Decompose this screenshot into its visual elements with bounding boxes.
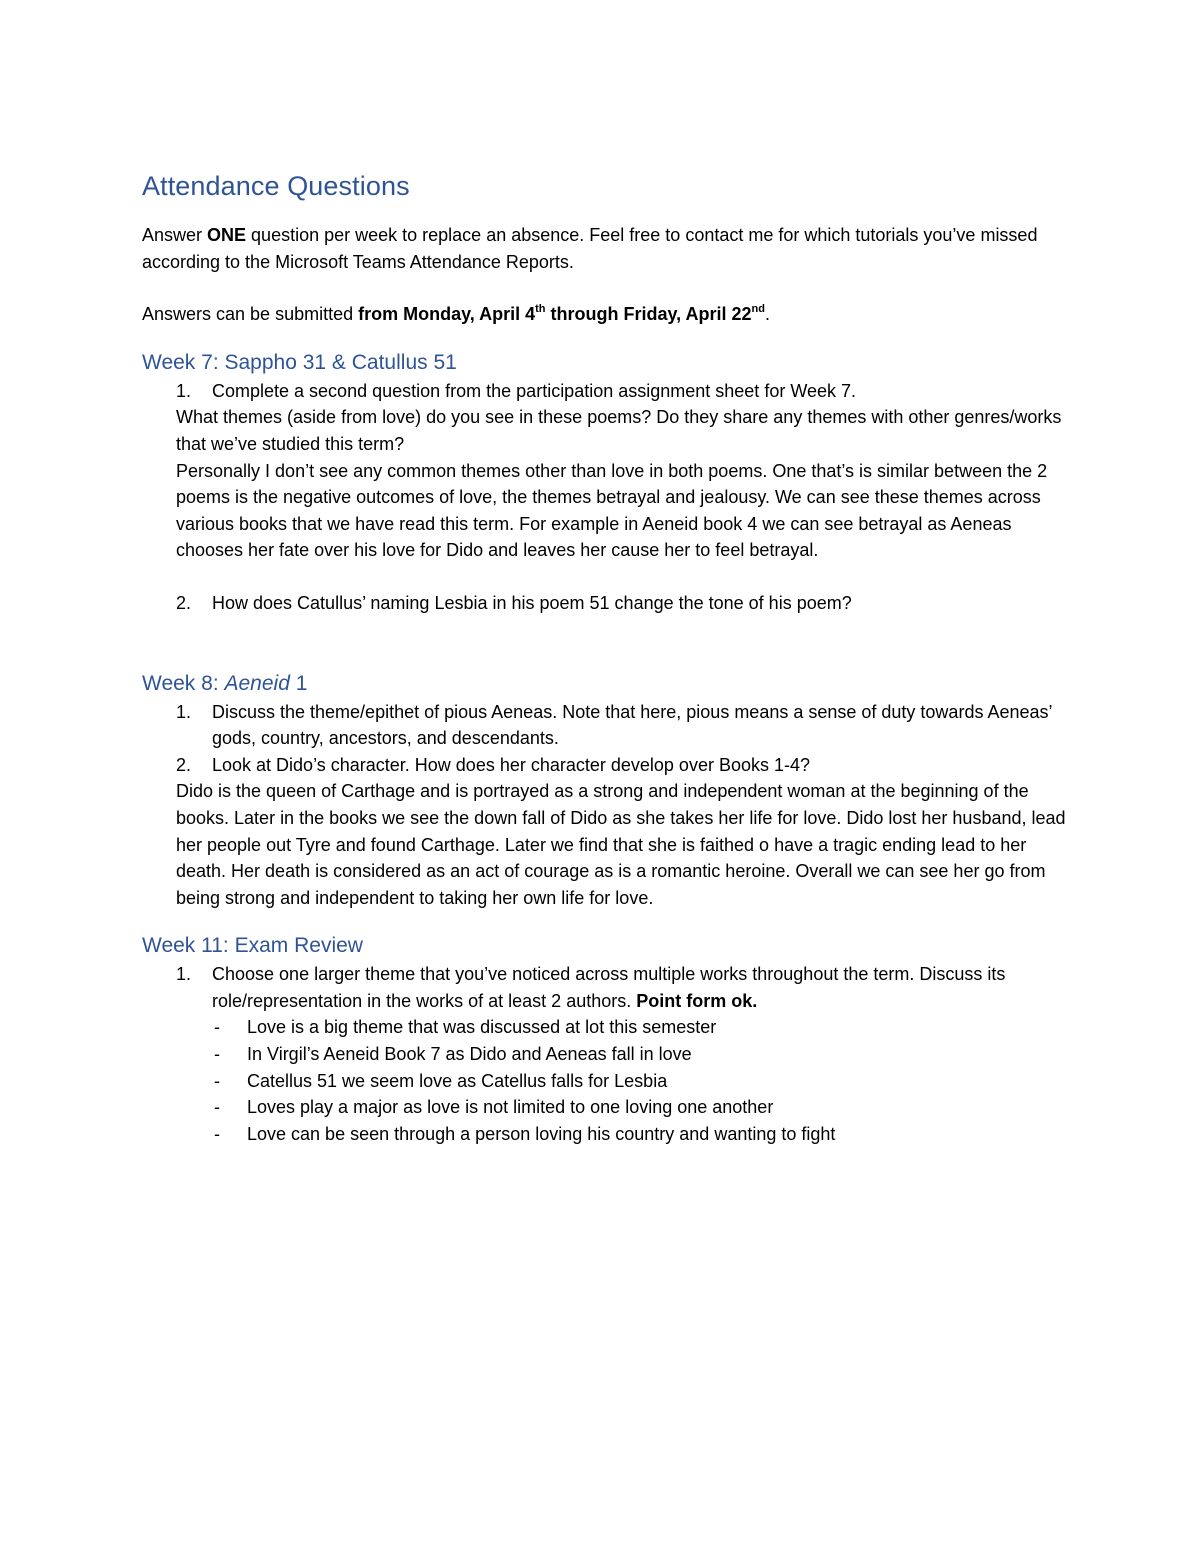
- week8-questions: [142, 699, 1072, 779]
- week7-heading: Week 7: Sappho 31 & Catullus 51: [142, 350, 457, 374]
- week11-heading: Week 11: Exam Review: [142, 934, 363, 958]
- week8-answer: Dido is the queen of Carthage and is portrayed as a strong and independent woman at the beginning of the books. Later in the books we see the down fall of Dido as she takes her life for love. Dido lost her husband, lead her people out Tyre and found Carthage. Later we find that she is faithed o have a tragic ending lead to her death. Her death is considered as an act of courage as is a romantic heroine. Overall we can see her go from being strong and independent to taking her own life for love.: [176, 781, 1066, 908]
- list-item: - Love is a big theme that was discussed at lot this semester: [214, 1017, 717, 1038]
- week7-question-1: 1. Complete a second question from the participation assignment sheet for Week 7.: [176, 380, 857, 401]
- list-item: - Loves play a major as love is not limited to one loving one another: [214, 1097, 774, 1118]
- intro-text-rest: question per week to replace an absence. Feel free to contact me for which tutorials you’ve missed according to the Microsoft Teams Attendance Reports.: [142, 225, 1038, 272]
- week8-question-2: 2. Look at Dido’s character. How does her character develop over Books 1-4?: [176, 754, 810, 775]
- submission-dates-paragraph: Answers can be submitted from Monday, April 4th through Friday, April 22nd.: [142, 303, 770, 325]
- submission-dates: from Monday, April 4th through Friday, April 22nd: [358, 303, 765, 325]
- week11-question-1: 1. Choose one larger theme that you’ve noticed across multiple works throughout the term. Discuss its role/representation in the works of at least 2 authors. Point form ok.: [176, 964, 1006, 1011]
- week8-heading: Week 8: Aeneid 1: [142, 671, 308, 695]
- week7-question-2: 2. How does Catullus’ naming Lesbia in his poem 51 change the tone of his poem?: [176, 592, 852, 613]
- document-body: [142, 166, 1072, 1147]
- week7-questions-2: [142, 590, 1072, 617]
- week7-questions: [142, 378, 1072, 405]
- week8-question-1: 1. Discuss the theme/epithet of pious Aeneas. Note that here, pious means a sense of duty towards Aeneas’ gods, country, ancestors, and descendants.: [176, 701, 1052, 749]
- page-title: Attendance Questions: [142, 171, 410, 201]
- intro-text: Answer: [142, 225, 208, 245]
- list-item: - Love can be seen through a person loving his country and wanting to fight: [214, 1123, 836, 1144]
- intro-emphasis: ONE: [207, 225, 247, 245]
- submission-text: Answers can be submitted: [142, 304, 359, 325]
- week7-question-1-detail: What themes (aside from love) do you see in these poems? Do they share any themes with other genres/works that we’ve studied this term?: [176, 407, 1062, 454]
- intro-paragraph: [142, 222, 1072, 275]
- list-item: - Catellus 51 we seem love as Catellus falls for Lesbia: [214, 1070, 668, 1091]
- list-item: - In Virgil’s Aeneid Book 7 as Dido and Aeneas fall in love: [214, 1044, 692, 1065]
- week11-answer-list: [142, 1014, 1072, 1147]
- week11-questions: [142, 961, 1072, 1014]
- week7-answer: Personally I don’t see any common themes other than love in both poems. One that’s is similar between the 2 poems is the negative outcomes of love, the themes betrayal and jealousy. We can see these themes across various books that we have read this term. For example in Aeneid book 4 we can see betrayal as Aeneas chooses her fate over his love for Dido and leaves her cause her to feel betrayal.: [176, 460, 1048, 561]
